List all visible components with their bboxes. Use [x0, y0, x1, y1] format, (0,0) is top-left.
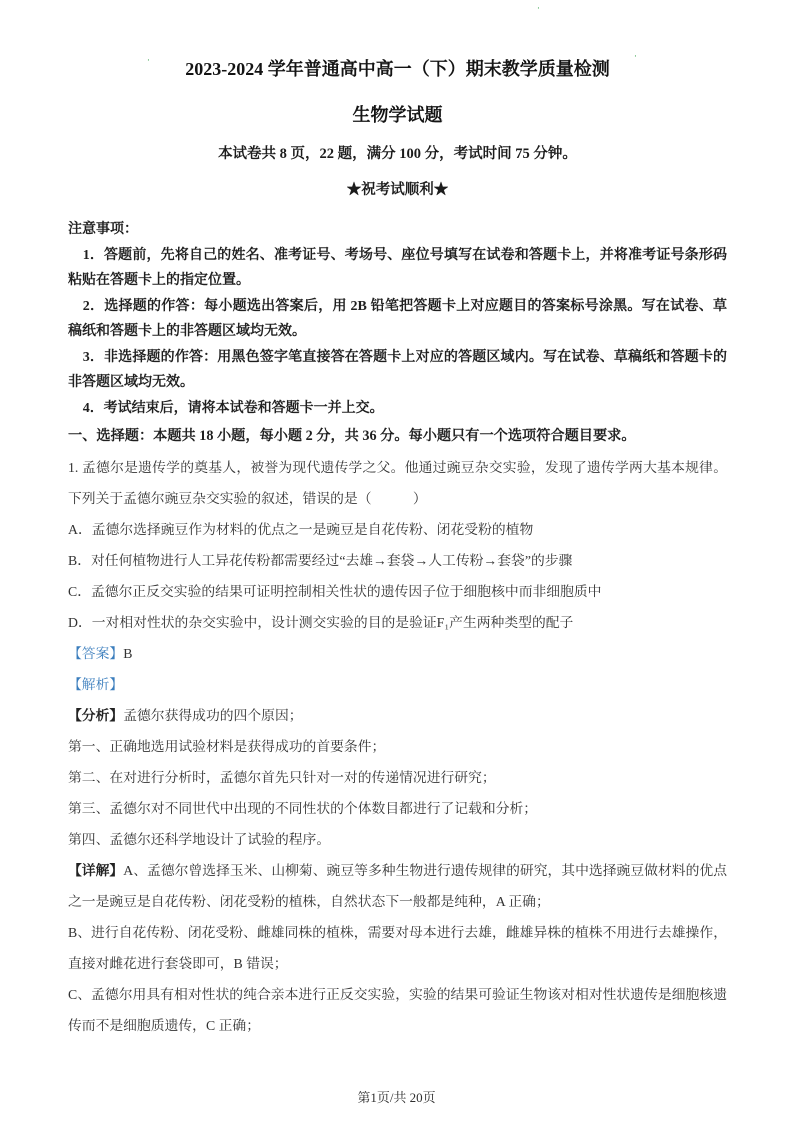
- option-c: C．孟德尔正反交实验的结果可证明控制相关性状的遗传因子位于细胞核中而非细胞质中: [68, 584, 602, 599]
- xiangjie-label: 【详解】: [68, 863, 124, 878]
- notice-item: 1．答题前，先将自己的姓名、准考证号、考场号、座位号填写在试卷和答题卡上，并将准考证号条形码粘贴在答题卡上的指定位置。: [68, 247, 727, 288]
- answer-label: 【答案】: [68, 646, 124, 661]
- question-stem: 1. 孟德尔是遗传学的奠基人，被誉为现代遗传学之父。他通过豌豆杂交实验，发现了遗传学两大基本规律。下列关于孟德尔豌豆杂交实验的叙述，错误的是（ ）: [68, 460, 727, 506]
- fenxi-point: 第一、正确地选用试验材料是获得成功的首要条件；: [68, 739, 386, 754]
- exam-wish-line: ★祝考试顺利★: [346, 182, 449, 198]
- option-b: B．对任何植物进行人工异花传粉都需要经过“去雄→套袋→人工传粉→套袋”的步骤: [68, 553, 573, 568]
- xiangjie-paragraph-c: C、孟德尔用具有相对性状的纯合亲本进行正反交实验，实验的结果可验证生物该对相对性状遗传是细胞核遗传而不是细胞质遗传，C 正确；: [68, 987, 727, 1033]
- analysis-label-line: [68, 669, 727, 700]
- fenxi-label: 【分析】: [68, 708, 124, 723]
- scan-artifact: ·: [634, 52, 637, 62]
- xiangjie-text-a: A、孟德尔曾选择玉米、山柳菊、豌豆等多种生物进行遗传规律的研究，其中选择豌豆做材料的优点之一是豌豆是自花传粉、闭花受粉的植株，自然状态下一般都是纯种，A 正确；: [68, 863, 728, 909]
- xiangjie-paragraph-b: B、进行自花传粉、闭花受粉、雌雄同株的植株，需要对母本进行去雄，雌雄异株的植株不用进行去雄操作，直接对雌花进行套袋即可，B 错误；: [68, 925, 727, 971]
- fenxi-paragraph: [68, 700, 727, 731]
- exam-title: 2023-2024 学年普通高中高一（下）期末教学质量检测: [185, 59, 610, 79]
- notice-item: 4．考试结束后，请将本试卷和答题卡一并上交。: [82, 400, 384, 416]
- exam-info-line: 本试卷共 8 页，22 题，满分 100 分，考试时间 75 分钟。: [218, 146, 577, 162]
- fenxi-point: 第四、孟德尔还科学地设计了试验的程序。: [68, 832, 331, 847]
- notice-item: 3．非选择题的作答：用黑色签字笔直接答在答题卡上对应的答题区域内。写在试卷、草稿纸和答题卡的非答题区域均无效。: [68, 349, 727, 390]
- answer-line: [68, 638, 727, 669]
- notice-section: [68, 217, 727, 421]
- exam-subtitle: 生物学试题: [352, 105, 443, 125]
- fenxi-point: 第三、孟德尔对不同世代中出现的不同性状的个体数目都进行了记载和分析；: [68, 801, 538, 816]
- analysis-label: 【解析】: [68, 677, 124, 692]
- fenxi-text: 孟德尔获得成功的四个原因；: [123, 708, 303, 723]
- scan-artifact: ·: [147, 56, 150, 66]
- notice-heading: 注意事项：: [68, 222, 138, 237]
- page-number: 第1页/共 20页: [357, 1090, 436, 1105]
- option-d: D．一对相对性状的杂交实验中，设计测交实验的目的是验证F₁产生两种类型的配子: [68, 615, 574, 630]
- option-a: A．孟德尔选择豌豆作为材料的优点之一是豌豆是自花传粉、闭花受粉的植物: [68, 522, 534, 537]
- answer-value: B: [123, 646, 133, 661]
- scan-artifact: ·: [537, 4, 540, 14]
- section-title: 一、选择题：本题共 18 小题，每小题 2 分，共 36 分。每小题只有一个选项符合题目要求。: [68, 428, 636, 444]
- fenxi-point: 第二、在对进行分析时，孟德尔首先只针对一对的传递情况进行研究；: [68, 770, 496, 785]
- notice-item: 2．选择题的作答：每小题选出答案后，用 2B 铅笔把答题卡上对应题目的答案标号涂黑。写在试卷、草稿纸和答题卡上的非答题区域均无效。: [68, 298, 727, 339]
- xiangjie-paragraph-a: [68, 855, 727, 917]
